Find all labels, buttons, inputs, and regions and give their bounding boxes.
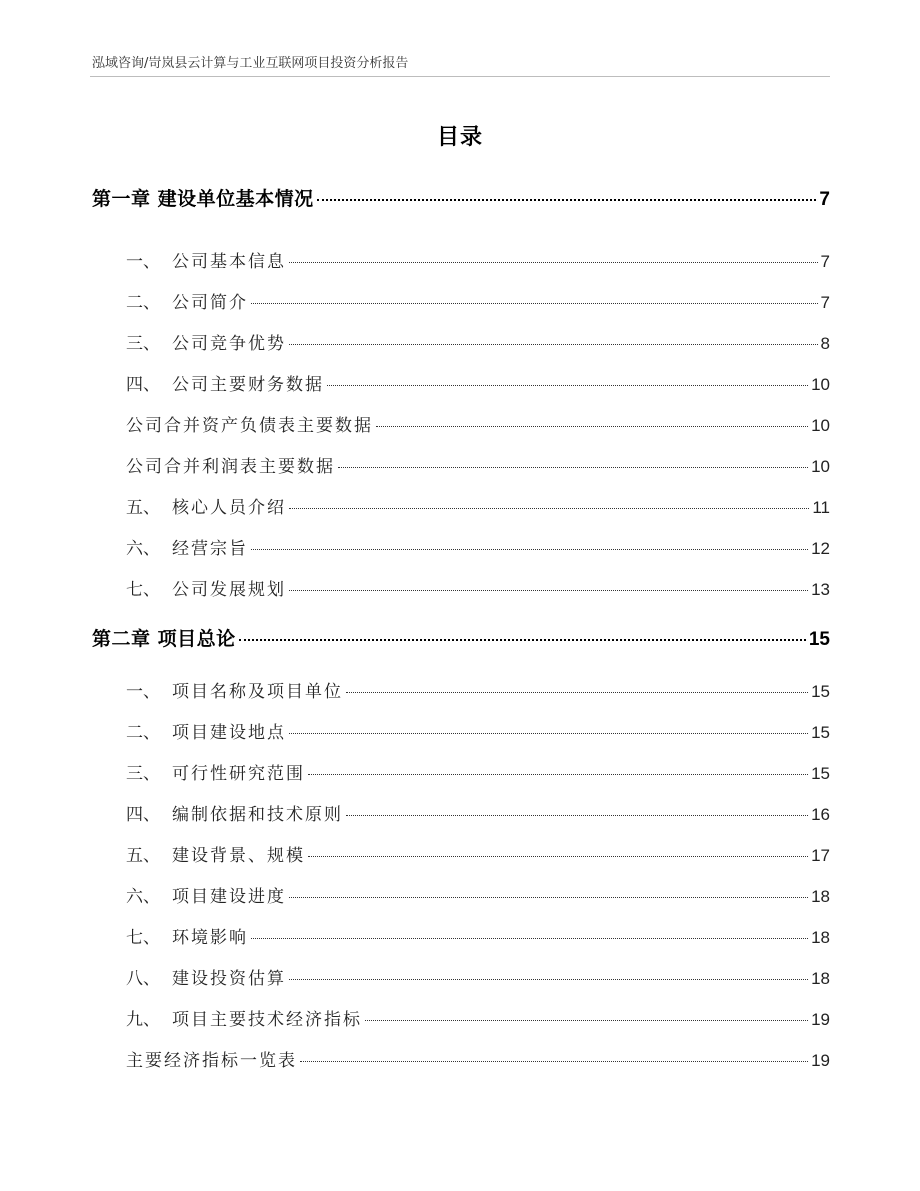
toc-leader [376,426,808,427]
toc-entry-label: 项目名称及项目单位 [172,682,343,702]
toc-entry-number: 六、 [126,887,160,907]
toc-leader [300,1061,808,1062]
toc-entry-basis-principles[interactable] [126,800,830,825]
toc-entry-number: 一、 [126,252,160,272]
toc-entry-number: 七、 [126,580,160,600]
toc-leader [289,262,818,263]
toc-entry-label: 编制依据和技术原则 [172,805,343,825]
toc-entry-competitive-advantage[interactable] [126,329,830,354]
page-header: 泓域咨询/岢岚县云计算与工业互联网项目投资分析报告 [92,56,409,71]
toc-chapter-label: 第二章 项目总论 [92,628,236,650]
toc-entry-label: 环境影响 [172,928,248,948]
toc-leader [308,856,808,857]
toc-page-number: 15 [808,629,830,650]
toc-entry-core-personnel[interactable] [126,493,830,518]
toc-entry-income-statement[interactable] [126,452,830,477]
toc-page-number: 15 [811,723,830,742]
toc-entry-label: 建设背景、规模 [172,846,305,866]
toc-entry-feasibility-scope[interactable] [126,759,830,784]
toc-entry-financial-data[interactable] [126,370,830,395]
toc-entry-company-profile[interactable] [126,288,830,313]
toc-page-number: 15 [811,682,830,701]
toc-entry-project-location[interactable] [126,718,830,743]
header-rule [90,76,830,77]
toc-page-number: 7 [820,293,830,312]
toc-entry-number: 五、 [126,498,160,518]
toc-page-number: 18 [811,928,830,947]
toc-entry-development-plan[interactable] [126,575,830,600]
toc-entry-technical-indicators[interactable] [126,1005,830,1030]
toc-entry-label: 可行性研究范围 [172,764,305,784]
toc-leader [327,385,808,386]
toc-entry-label: 项目建设地点 [172,723,286,743]
toc-page-number: 17 [811,846,830,865]
toc-page-number: 7 [820,252,830,271]
toc-leader [289,344,818,345]
toc-leader [289,897,808,898]
toc-page-number: 10 [811,457,830,476]
toc-leader [289,979,808,980]
toc-entry-label: 公司合并利润表主要数据 [126,457,335,477]
toc-entry-number: 九、 [126,1010,160,1030]
toc-page-number: 15 [811,764,830,783]
toc-page-number: 16 [811,805,830,824]
toc-entry-number: 一、 [126,682,160,702]
toc-chapter-2[interactable] [92,624,830,651]
toc-entry-investment-estimate[interactable] [126,964,830,989]
toc-page-number: 8 [820,334,830,353]
toc-page-number: 13 [811,580,830,599]
toc-entry-company-basic-info[interactable] [126,247,830,272]
toc-page-number: 10 [811,416,830,435]
toc-entry-number: 四、 [126,805,160,825]
toc-page-number: 7 [819,189,830,210]
toc-leader [308,774,808,775]
toc-leader [289,733,808,734]
toc-entry-label: 公司竞争优势 [172,334,286,354]
toc-entry-number: 四、 [126,375,160,395]
toc-leader [239,639,806,641]
toc-page-number: 19 [811,1010,830,1029]
toc-page-number: 18 [811,887,830,906]
toc-leader [338,467,808,468]
toc-entry-construction-schedule[interactable] [126,882,830,907]
toc-entry-balance-sheet[interactable] [126,411,830,436]
toc-leader [251,938,808,939]
toc-entry-label: 公司主要财务数据 [172,375,324,395]
toc-leader [346,815,808,816]
toc-leader [251,549,808,550]
toc-entry-label: 经营宗旨 [172,539,248,559]
toc-entry-number: 二、 [126,723,160,743]
toc-entry-number: 七、 [126,928,160,948]
toc-entry-label: 公司合并资产负债表主要数据 [126,416,373,436]
toc-entry-economic-indicators-table[interactable] [126,1046,830,1071]
toc-page-number: 18 [811,969,830,988]
toc-page-number: 11 [812,498,830,517]
toc-entry-business-purpose[interactable] [126,534,830,559]
toc-entry-label: 公司基本信息 [172,252,286,272]
toc-leader [289,590,808,591]
toc-chapter-1[interactable] [92,184,830,211]
toc-entry-label: 公司发展规划 [172,580,286,600]
toc-entry-label: 公司简介 [172,293,248,313]
toc-entry-number: 二、 [126,293,160,313]
toc-entry-background-scale[interactable] [126,841,830,866]
toc-entry-number: 六、 [126,539,160,559]
toc-entry-label: 项目建设进度 [172,887,286,907]
toc-leader [289,508,809,509]
toc-chapter-label: 第一章 建设单位基本情况 [92,188,314,210]
toc-leader [251,303,818,304]
toc-title: 目录 [436,125,483,150]
toc-leader [346,692,808,693]
toc-entry-number: 五、 [126,846,160,866]
toc-entry-number: 三、 [126,334,160,354]
toc-entry-label: 主要经济指标一览表 [126,1051,297,1071]
toc-entry-label: 项目主要技术经济指标 [172,1010,362,1030]
toc-page-number: 19 [811,1051,830,1070]
toc-entry-number: 三、 [126,764,160,784]
toc-page-number: 10 [811,375,830,394]
toc-leader [317,199,817,201]
toc-leader [365,1020,808,1021]
toc-entry-project-name[interactable] [126,677,830,702]
toc-entry-number: 八、 [126,969,160,989]
toc-entry-label: 核心人员介绍 [172,498,286,518]
toc-entry-environmental-impact[interactable] [126,923,830,948]
toc-entry-label: 建设投资估算 [172,969,286,989]
toc-page-number: 12 [811,539,830,558]
